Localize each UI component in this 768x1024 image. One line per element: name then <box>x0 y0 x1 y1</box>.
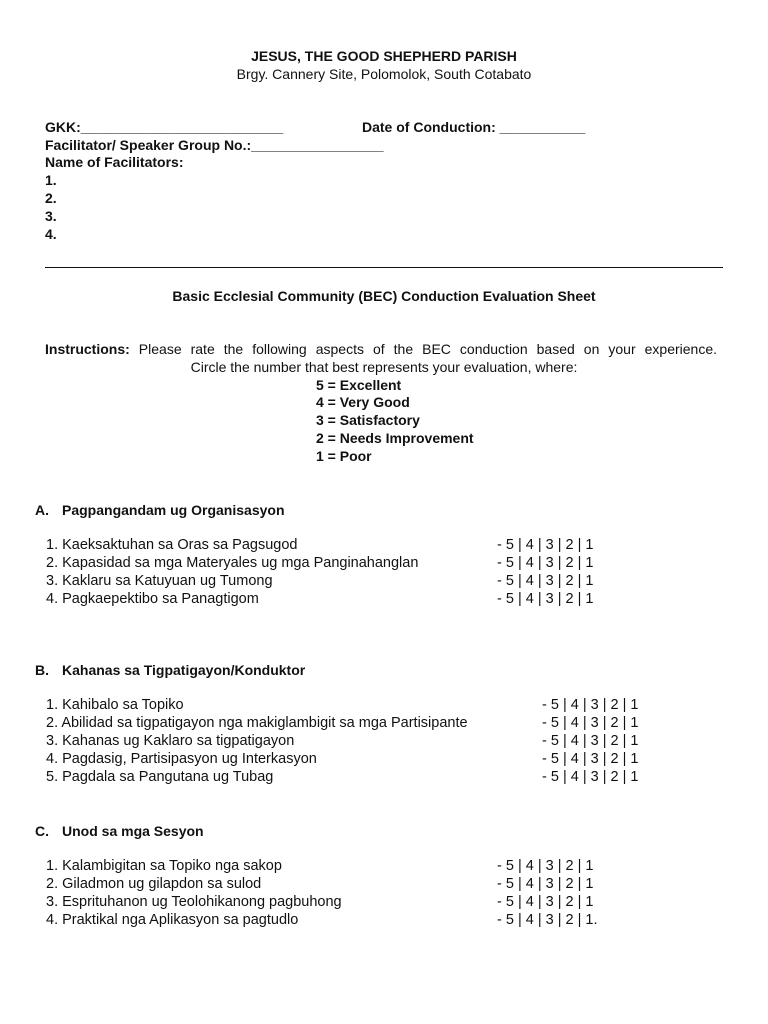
facilitator-line: 3. <box>45 208 57 224</box>
scale-poor: 1 = Poor <box>316 448 372 464</box>
divider-line <box>45 267 723 268</box>
instructions-line-2: Circle the number that best represents your evaluation, where: <box>190 359 578 375</box>
rating-item: 3. Kahanas ug Kaklaro sa tigpatigayon <box>46 733 295 749</box>
rating-item: 4. Praktikal nga Aplikasyon sa pagtudlo <box>46 912 299 928</box>
facilitator-line: 1. <box>45 172 57 188</box>
rating-scale[interactable]: - 5 | 4 | 3 | 2 | 1 <box>542 769 639 785</box>
rating-item: 4. Pagkaepektibo sa Panagtigom <box>46 591 259 607</box>
facilitator-line: 4. <box>45 226 57 242</box>
parish-name: JESUS, THE GOOD SHEPHERD PARISH <box>251 48 517 64</box>
rating-scale[interactable]: - 5 | 4 | 3 | 2 | 1 <box>542 715 639 731</box>
section-c-title: Unod sa mga Sesyon <box>62 823 204 839</box>
section-c-letter: C. <box>35 823 49 839</box>
rating-item: 2. Kapasidad sa mga Materyales ug mga Panginahanglan <box>46 555 419 571</box>
date-of-conduction-field: Date of Conduction: ___________ <box>362 119 586 135</box>
rating-scale[interactable]: - 5 | 4 | 3 | 2 | 1 <box>542 697 639 713</box>
sheet-title: Basic Ecclesial Community (BEC) Conduction Evaluation Sheet <box>172 288 596 304</box>
scale-very-good: 4 = Very Good <box>316 394 410 410</box>
gkk-field: GKK:__________________________ <box>45 119 284 135</box>
parish-address: Brgy. Cannery Site, Polomolok, South Cotabato <box>236 66 532 82</box>
scale-excellent: 5 = Excellent <box>316 377 402 393</box>
section-a-letter: A. <box>35 502 49 518</box>
rating-item: 1. Kalambigitan sa Topiko nga sakop <box>46 858 282 874</box>
rating-item: 3. Kaklaru sa Katuyuan ug Tumong <box>46 573 273 589</box>
rating-item: 1. Kaeksaktuhan sa Oras sa Pagsugod <box>46 537 298 553</box>
rating-item: 1. Kahibalo sa Topiko <box>46 697 184 713</box>
section-b-letter: B. <box>35 662 49 678</box>
scale-satisfactory: 3 = Satisfactory <box>316 412 420 428</box>
rating-scale[interactable]: - 5 | 4 | 3 | 2 | 1. <box>497 912 598 928</box>
rating-scale[interactable]: - 5 | 4 | 3 | 2 | 1 <box>497 591 594 607</box>
rating-scale[interactable]: - 5 | 4 | 3 | 2 | 1 <box>497 858 594 874</box>
section-a-title: Pagpangandam ug Organisasyon <box>62 502 285 518</box>
rating-item: 3. Esprituhanon ug Teolohikanong pagbuhong <box>46 894 342 910</box>
section-b-title: Kahanas sa Tigpatigayon/Konduktor <box>62 662 306 678</box>
rating-scale[interactable]: - 5 | 4 | 3 | 2 | 1 <box>497 876 594 892</box>
rating-scale[interactable]: - 5 | 4 | 3 | 2 | 1 <box>497 573 594 589</box>
facilitators-label: Name of Facilitators: <box>45 154 184 170</box>
rating-item: 2. Abilidad sa tigpatigayon nga makiglambigit sa mga Partisipante <box>46 715 468 731</box>
scale-needs-improvement: 2 = Needs Improvement <box>316 430 474 446</box>
rating-item: 2. Giladmon ug gilapdon sa sulod <box>46 876 262 892</box>
group-number-field: Facilitator/ Speaker Group No.:_________________ <box>45 137 384 153</box>
rating-scale[interactable]: - 5 | 4 | 3 | 2 | 1 <box>542 733 639 749</box>
rating-scale[interactable]: - 5 | 4 | 3 | 2 | 1 <box>497 555 594 571</box>
rating-item: 5. Pagdala sa Pangutana ug Tubag <box>46 769 274 785</box>
instructions-label: Instructions: <box>45 341 130 357</box>
rating-scale[interactable]: - 5 | 4 | 3 | 2 | 1 <box>497 537 594 553</box>
rating-item: 4. Pagdasig, Partisipasyon ug Interkasyon <box>46 751 317 767</box>
rating-scale[interactable]: - 5 | 4 | 3 | 2 | 1 <box>497 894 594 910</box>
rating-scale[interactable]: - 5 | 4 | 3 | 2 | 1 <box>542 751 639 767</box>
facilitator-line: 2. <box>45 190 57 206</box>
instructions-text: Please rate the following aspects of the BEC conduction based on your experience. <box>138 341 718 357</box>
instructions-line-1 <box>45 340 717 358</box>
